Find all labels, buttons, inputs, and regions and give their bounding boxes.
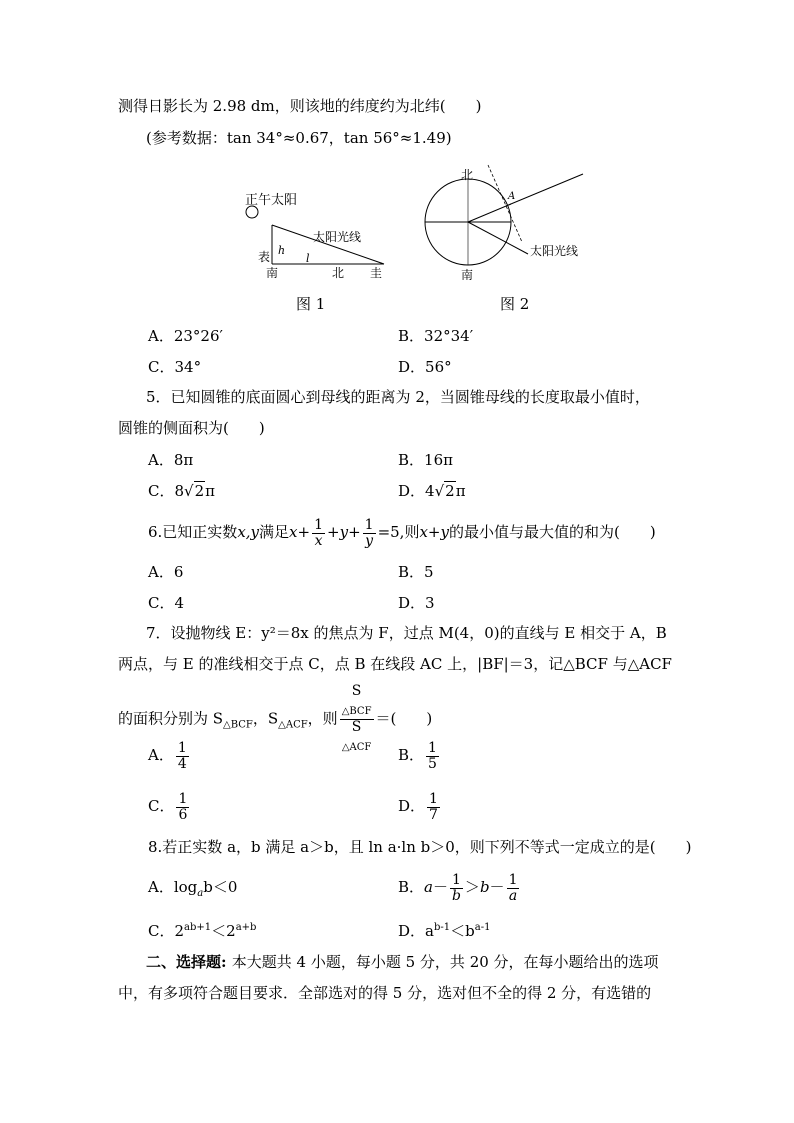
- q4-option-a[interactable]: A．23°26′: [148, 327, 223, 345]
- q7-option-b[interactable]: B． $\frac{1}{5}$: [398, 739, 437, 772]
- figure-2: [418, 160, 598, 280]
- q6-option-d[interactable]: D．3: [398, 594, 435, 612]
- fig1-south: 南: [266, 266, 279, 280]
- q5-text-line-1: 5．已知圆锥的底面圆心到母线的距离为 2，当圆锥母线的长度取最小值时，: [146, 388, 650, 406]
- fig2-south: 南: [461, 268, 474, 282]
- q4-option-c[interactable]: C．34°: [148, 358, 202, 376]
- q8-option-c[interactable]: C．$2^{ab+1}<2^{a+b}$: [148, 922, 257, 940]
- light-line: [468, 222, 528, 254]
- light-label-1: 太阳光线: [313, 230, 362, 244]
- q5-option-d[interactable]: D．4√2π: [398, 482, 466, 500]
- section-2-line-1: 二、选择题: 本大题共 4 小题，每小题 5 分，共 20 分，在每小题给出的选项: [146, 953, 659, 971]
- fig1-north: 北: [332, 266, 345, 280]
- q6-option-b[interactable]: B．5: [398, 563, 434, 581]
- q5-option-c[interactable]: C．8√2π: [148, 482, 215, 500]
- q7-text-line-3: 的面积分别为 $S_{\triangle BCF}$，$S_{\triangle ACF}$，则 S $_{\triangle BCF}$ S $_{\triangle ACF}$ ＝( ): [118, 683, 433, 753]
- q7-text-line-1: 7．设抛物线 E：y²＝8x 的焦点为 F，过点 M(4，0)的直线与 E 相交于 A，B: [146, 624, 667, 642]
- incoming-light: [506, 174, 583, 206]
- figure-2-caption: 图 2: [500, 295, 530, 313]
- fig1-gui: 圭: [370, 266, 383, 280]
- sun-label: 正午太阳: [245, 193, 298, 208]
- q4-option-b[interactable]: B．32°34′: [398, 327, 474, 345]
- q5-text-line-2: 圆锥的侧面积为( ): [118, 419, 265, 437]
- gnomon-label: 表: [258, 250, 271, 264]
- q6-option-a[interactable]: A．6: [148, 563, 184, 581]
- q6-text-line: 6.已知正实数x,y满足x+ $\frac{1}{x}$ +y+ $\frac{1}{y}$ =5,则x+y的最小值与最大值的和为( ): [148, 516, 656, 549]
- q5-option-b[interactable]: B．16π: [398, 451, 453, 469]
- fig2-north: 北: [461, 168, 474, 182]
- point-A-label: A: [508, 191, 516, 202]
- q6-option-c[interactable]: C．4: [148, 594, 185, 612]
- q8-option-d[interactable]: D．$a^{b-1}<b^{a-1}$: [398, 922, 491, 940]
- q7-option-c[interactable]: C． $\frac{1}{6}$: [148, 790, 188, 823]
- light-label-2: 太阳光线: [530, 244, 579, 258]
- q5-option-a[interactable]: A．8π: [148, 451, 194, 469]
- section-2-line-2: 中，有多项符合题目要求．全部选对的得 5 分，选对但不全的得 2 分，有选错的: [118, 984, 652, 1002]
- tangent-dashed-line: [488, 165, 522, 242]
- q7-text-line-2: 两点，与 E 的准线相交于点 C，点 B 在线段 AC 上，|BF|＝3，记△BCF 与△ACF: [118, 655, 672, 673]
- q4-text-line: 测得日影长为 2.98 dm，则该地的纬度约为北纬( ): [118, 97, 482, 115]
- h-label: h: [278, 244, 286, 257]
- figure-1-caption: 图 1: [296, 295, 326, 313]
- q8-option-b[interactable]: B．a－ $\frac{1}{b}$ ＞b－ $\frac{1}{a}$: [398, 871, 518, 904]
- q4-reference-data: (参考数据：tan 34°≈0.67，tan 56°≈1.49): [146, 129, 452, 147]
- q8-text-line: 8.若正实数 a，b 满足 a＞b，且 ln a·ln b＞0，则下列不等式一定成立的是( ): [148, 838, 692, 856]
- q7-option-d[interactable]: D． $\frac{1}{7}$: [398, 790, 438, 823]
- l-label: l: [306, 252, 310, 265]
- q4-option-d[interactable]: D．56°: [398, 358, 452, 376]
- radius-to-A: [468, 204, 511, 222]
- q8-option-a[interactable]: A．$\log_ab<0$: [148, 878, 238, 899]
- q7-option-a[interactable]: A． $\frac{1}{4}$: [148, 739, 187, 772]
